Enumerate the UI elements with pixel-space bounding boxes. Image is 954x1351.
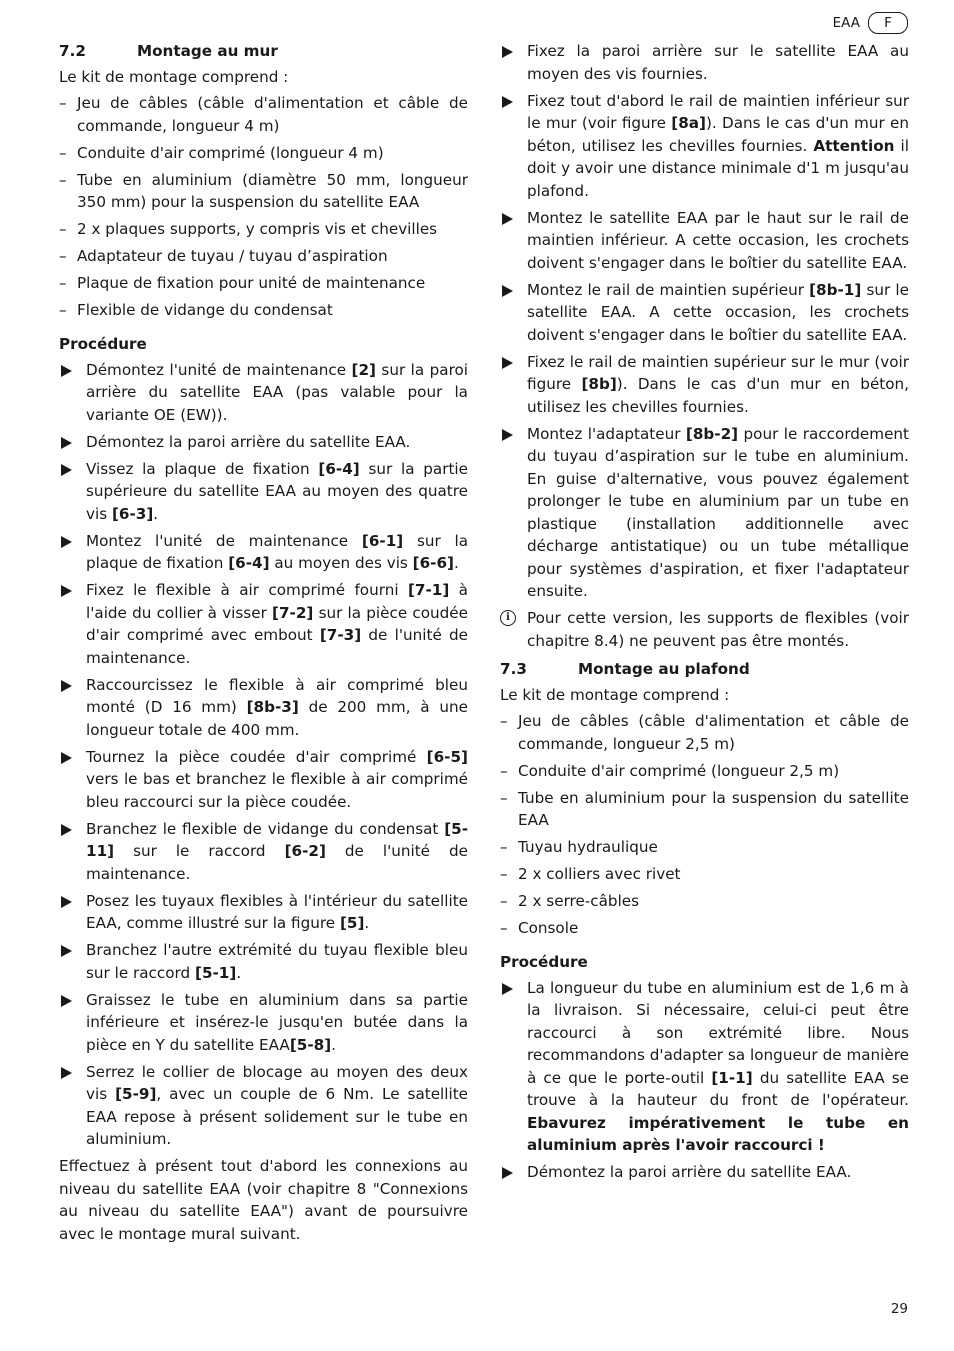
step-text: du satellite EAA se trouve à la hauteur du front de l'opérateur. <box>527 1068 909 1109</box>
step-item <box>500 279 909 347</box>
step-item <box>500 1161 909 1184</box>
step-text: de 200 mm, à une longueur totale de 400 mm. <box>86 698 468 739</box>
list-item: – Flexible de vidange du condensat <box>59 299 468 322</box>
section-heading-7-3 <box>500 658 909 681</box>
step-item <box>59 359 468 427</box>
step-text: Branchez l'autre extrémité du tuyau flexible bleu sur le raccord <box>86 941 468 982</box>
step-item <box>59 1061 468 1151</box>
step-item <box>59 989 468 1057</box>
step-text: de l'unité de maintenance. <box>86 842 468 883</box>
language-badge: F <box>868 12 908 34</box>
step-text: Raccourcissez le flexible à air comprimé bleu monté (D 16 mm) <box>86 675 468 716</box>
list-item: – Adaptateur de tuyau / tuyau d’aspiration <box>59 245 468 268</box>
step-reference: [7-3] <box>319 626 362 644</box>
step-text: sur la plaque de fixation <box>86 531 469 572</box>
step-text: . <box>331 1035 336 1054</box>
header-label: EAA <box>832 15 860 31</box>
step-text: La longueur du tube en aluminium est de 1,6 m à la livraison. Si nécessaire, celui-ci peut être raccourci à son extrémité libre. Nous recommandons d'adapter sa longueur de manière à ce que le porte-outil <box>527 978 909 1087</box>
kit-intro: Le kit de montage comprend : <box>59 67 289 86</box>
list-item: – Tube en aluminium pour la suspension du satellite EAA <box>500 787 909 832</box>
step-text: sur la paroi arrière du satellite EAA (pas valable pour la variante OE (EW)). <box>86 360 468 424</box>
list-item: – Tube en aluminium (diamètre 50 mm, longueur 350 mm) pour la suspension du satellite EAA <box>59 169 468 214</box>
step-item <box>500 423 909 603</box>
procedure-steps-continued <box>500 40 909 603</box>
kit-list <box>500 710 909 940</box>
kit-list <box>59 92 468 322</box>
step-text: Serrez le collier de blocage au moyen des deux vis <box>86 1062 468 1103</box>
step-text: Fixez le rail de maintien supérieur sur le mur (voir figure <box>527 352 909 393</box>
section-number: 7.2 <box>59 42 86 60</box>
step-item <box>59 746 468 814</box>
step-reference: [8b-1] <box>809 280 862 299</box>
section-number: 7.3 <box>500 660 527 678</box>
step-text: sur le satellite EAA. A cette occasion, les crochets doivent s'engager dans le boîtier du satellite EAA. <box>527 280 909 344</box>
list-item: – Plaque de fixation pour unité de maintenance <box>59 272 468 295</box>
step-text: , avec un couple de 6 Nm. Le satellite EAA repose à présent solidement sur le tube en aluminium. <box>86 1085 469 1148</box>
step-text: ). Dans le cas d'un mur en béton, utilisez les chevilles fournies. <box>527 114 910 155</box>
step-text: Fixez le flexible à air comprimé fourni <box>86 581 408 599</box>
step-reference: [5-9] <box>115 1085 157 1103</box>
step-text: de l'unité de maintenance. <box>86 626 469 667</box>
step-text: Vissez la plaque de fixation <box>86 459 319 478</box>
list-item: – Conduite d'air comprimé (longueur 2,5 m) <box>500 760 909 783</box>
step-reference: [8b] <box>581 375 617 393</box>
step-reference: [5] <box>339 914 365 932</box>
list-item: – Console <box>500 917 909 940</box>
step-text: Montez l'unité de maintenance <box>86 531 362 550</box>
step-text: sur la pièce coudée d'air comprimé avec embout <box>86 603 468 644</box>
info-icon: i <box>500 610 516 626</box>
procedure-steps <box>500 977 909 1184</box>
step-item <box>59 818 468 886</box>
info-note <box>500 607 909 652</box>
step-item <box>59 674 468 742</box>
page-number: 29 <box>890 1301 908 1317</box>
list-item: – Conduite d'air comprimé (longueur 4 m) <box>59 142 468 165</box>
note-text: Pour cette version, les supports de flexibles (voir chapitre 8.4) ne peuvent pas être montés. <box>527 609 909 650</box>
step-text: Montez l'adaptateur <box>527 424 686 443</box>
step-item <box>500 351 909 419</box>
step-reference: [5-1] <box>195 963 237 982</box>
step-item <box>59 579 468 669</box>
closing-paragraph: Effectuez à présent tout d'abord les connexions au niveau du satellite EAA (voir chapitre 8 "Connexions au niveau du satellite EAA") avant de poursuivre avec le montage mural suivant. <box>59 1157 468 1243</box>
step-text: au moyen des vis <box>269 554 413 572</box>
step-text: à l'aide du collier à visser <box>86 581 468 622</box>
page-header <box>833 12 908 34</box>
step-reference: Ebavurez impérativement le tube en aluminium après l'avoir raccourci ! <box>527 1113 909 1154</box>
step-item <box>59 458 468 526</box>
list-item: – Tuyau hydraulique <box>500 836 909 859</box>
left-column <box>59 40 468 1249</box>
procedure-steps <box>59 359 468 1151</box>
step-text: Graissez le tube en aluminium dans sa partie inférieure et insérez-le jusqu'en butée dans la pièce en Y du satellite EAA <box>86 990 468 1054</box>
step-text: Fixez tout d'abord le rail de maintien inférieur sur le mur (voir figure <box>527 91 909 132</box>
list-item: – 2 x serre-câbles <box>500 890 909 913</box>
step-reference: [6-5] <box>426 747 468 766</box>
step-reference: [8b-2] <box>685 424 739 443</box>
step-reference: [6-1] <box>361 531 404 550</box>
step-text: Démontez l'unité de maintenance <box>86 360 352 379</box>
list-item: – 2 x colliers avec rivet <box>500 863 909 886</box>
step-text: il doit y avoir une distance minimale d'1 m jusqu'au plafond. <box>527 136 909 200</box>
step-reference: [6-6] <box>412 554 454 572</box>
step-reference: [6-4] <box>228 554 270 572</box>
step-reference: [6-4] <box>318 459 360 478</box>
step-item <box>500 977 909 1157</box>
step-reference: [7-1] <box>407 581 450 599</box>
list-item: – Jeu de câbles (câble d'alimentation et câble de commande, longueur 2,5 m) <box>500 710 909 755</box>
step-reference: [5-11] <box>86 819 468 860</box>
step-text: Démontez la paroi arrière du satellite EAA. <box>86 432 411 451</box>
section-title: Montage au mur <box>137 42 278 60</box>
step-reference: [2] <box>351 360 376 379</box>
section-heading-7-2 <box>59 40 468 63</box>
section-title: Montage au plafond <box>578 660 750 678</box>
step-reference: [1-1] <box>711 1068 753 1087</box>
step-text: . <box>454 554 459 572</box>
step-item <box>500 207 909 275</box>
step-text: Posez les tuyaux flexibles à l'intérieur du satellite EAA, comme illustré sur la figure <box>86 891 468 932</box>
step-reference: [8a] <box>671 114 706 132</box>
right-column <box>500 40 909 1188</box>
step-text: Démontez la paroi arrière du satellite EAA. <box>527 1163 852 1181</box>
kit-intro: Le kit de montage comprend : <box>500 685 730 704</box>
step-item <box>500 40 909 85</box>
step-text: . <box>153 504 159 523</box>
step-reference: [5-8] <box>289 1035 332 1054</box>
step-reference: [7-2] <box>272 603 314 622</box>
step-text: sur la partie supérieure du satellite EAA au moyen des quatre vis <box>86 459 468 523</box>
step-text: Branchez le flexible de vidange du condensat <box>86 819 445 838</box>
step-item <box>59 939 468 984</box>
step-item <box>59 530 468 575</box>
list-item: – Jeu de câbles (câble d'alimentation et câble de commande, longueur 4 m) <box>59 92 468 137</box>
step-text: pour le raccordement du tuyau d’aspiration sur le tube en aluminium. En guise d'alternative, vous pouvez également prolonger le tube en aluminium par un tube en plastique (installation additionnelle avec décharge antistatique) ou un tube métallique pour systèmes d'aspiration, et fixer l'adaptateur ensuite. <box>527 424 909 600</box>
step-text: ). Dans le cas d'un mur en béton, utilisez les chevilles fournies. <box>527 375 909 416</box>
step-text: Montez le rail de maintien supérieur <box>527 280 810 299</box>
step-item <box>500 90 909 203</box>
step-item <box>59 890 468 935</box>
step-text: . <box>364 914 370 932</box>
step-text: vers le bas et branchez le flexible à air comprimé bleu raccourci sur la pièce coudée. <box>86 770 468 811</box>
step-reference: [6-2] <box>284 842 326 860</box>
step-text: sur le raccord <box>114 842 285 860</box>
step-reference: [8b-3] <box>246 698 299 716</box>
step-text: Fixez la paroi arrière sur le satellite EAA au moyen des vis fournies. <box>527 42 909 83</box>
step-text: Tournez la pièce coudée d'air comprimé <box>86 747 427 766</box>
step-text: Montez le satellite EAA par le haut sur le rail de maintien inférieur. A cette occasion, les crochets doivent s'engager dans le boîtier du satellite EAA. <box>527 208 909 272</box>
step-item <box>59 431 468 454</box>
procedure-title: Procédure <box>59 335 147 353</box>
list-item: – 2 x plaques supports, y compris vis et chevilles <box>59 218 468 241</box>
procedure-title: Procédure <box>500 953 588 971</box>
step-reference: [6-3] <box>111 504 154 523</box>
step-text: . <box>236 963 242 982</box>
step-reference: Attention <box>813 136 895 155</box>
